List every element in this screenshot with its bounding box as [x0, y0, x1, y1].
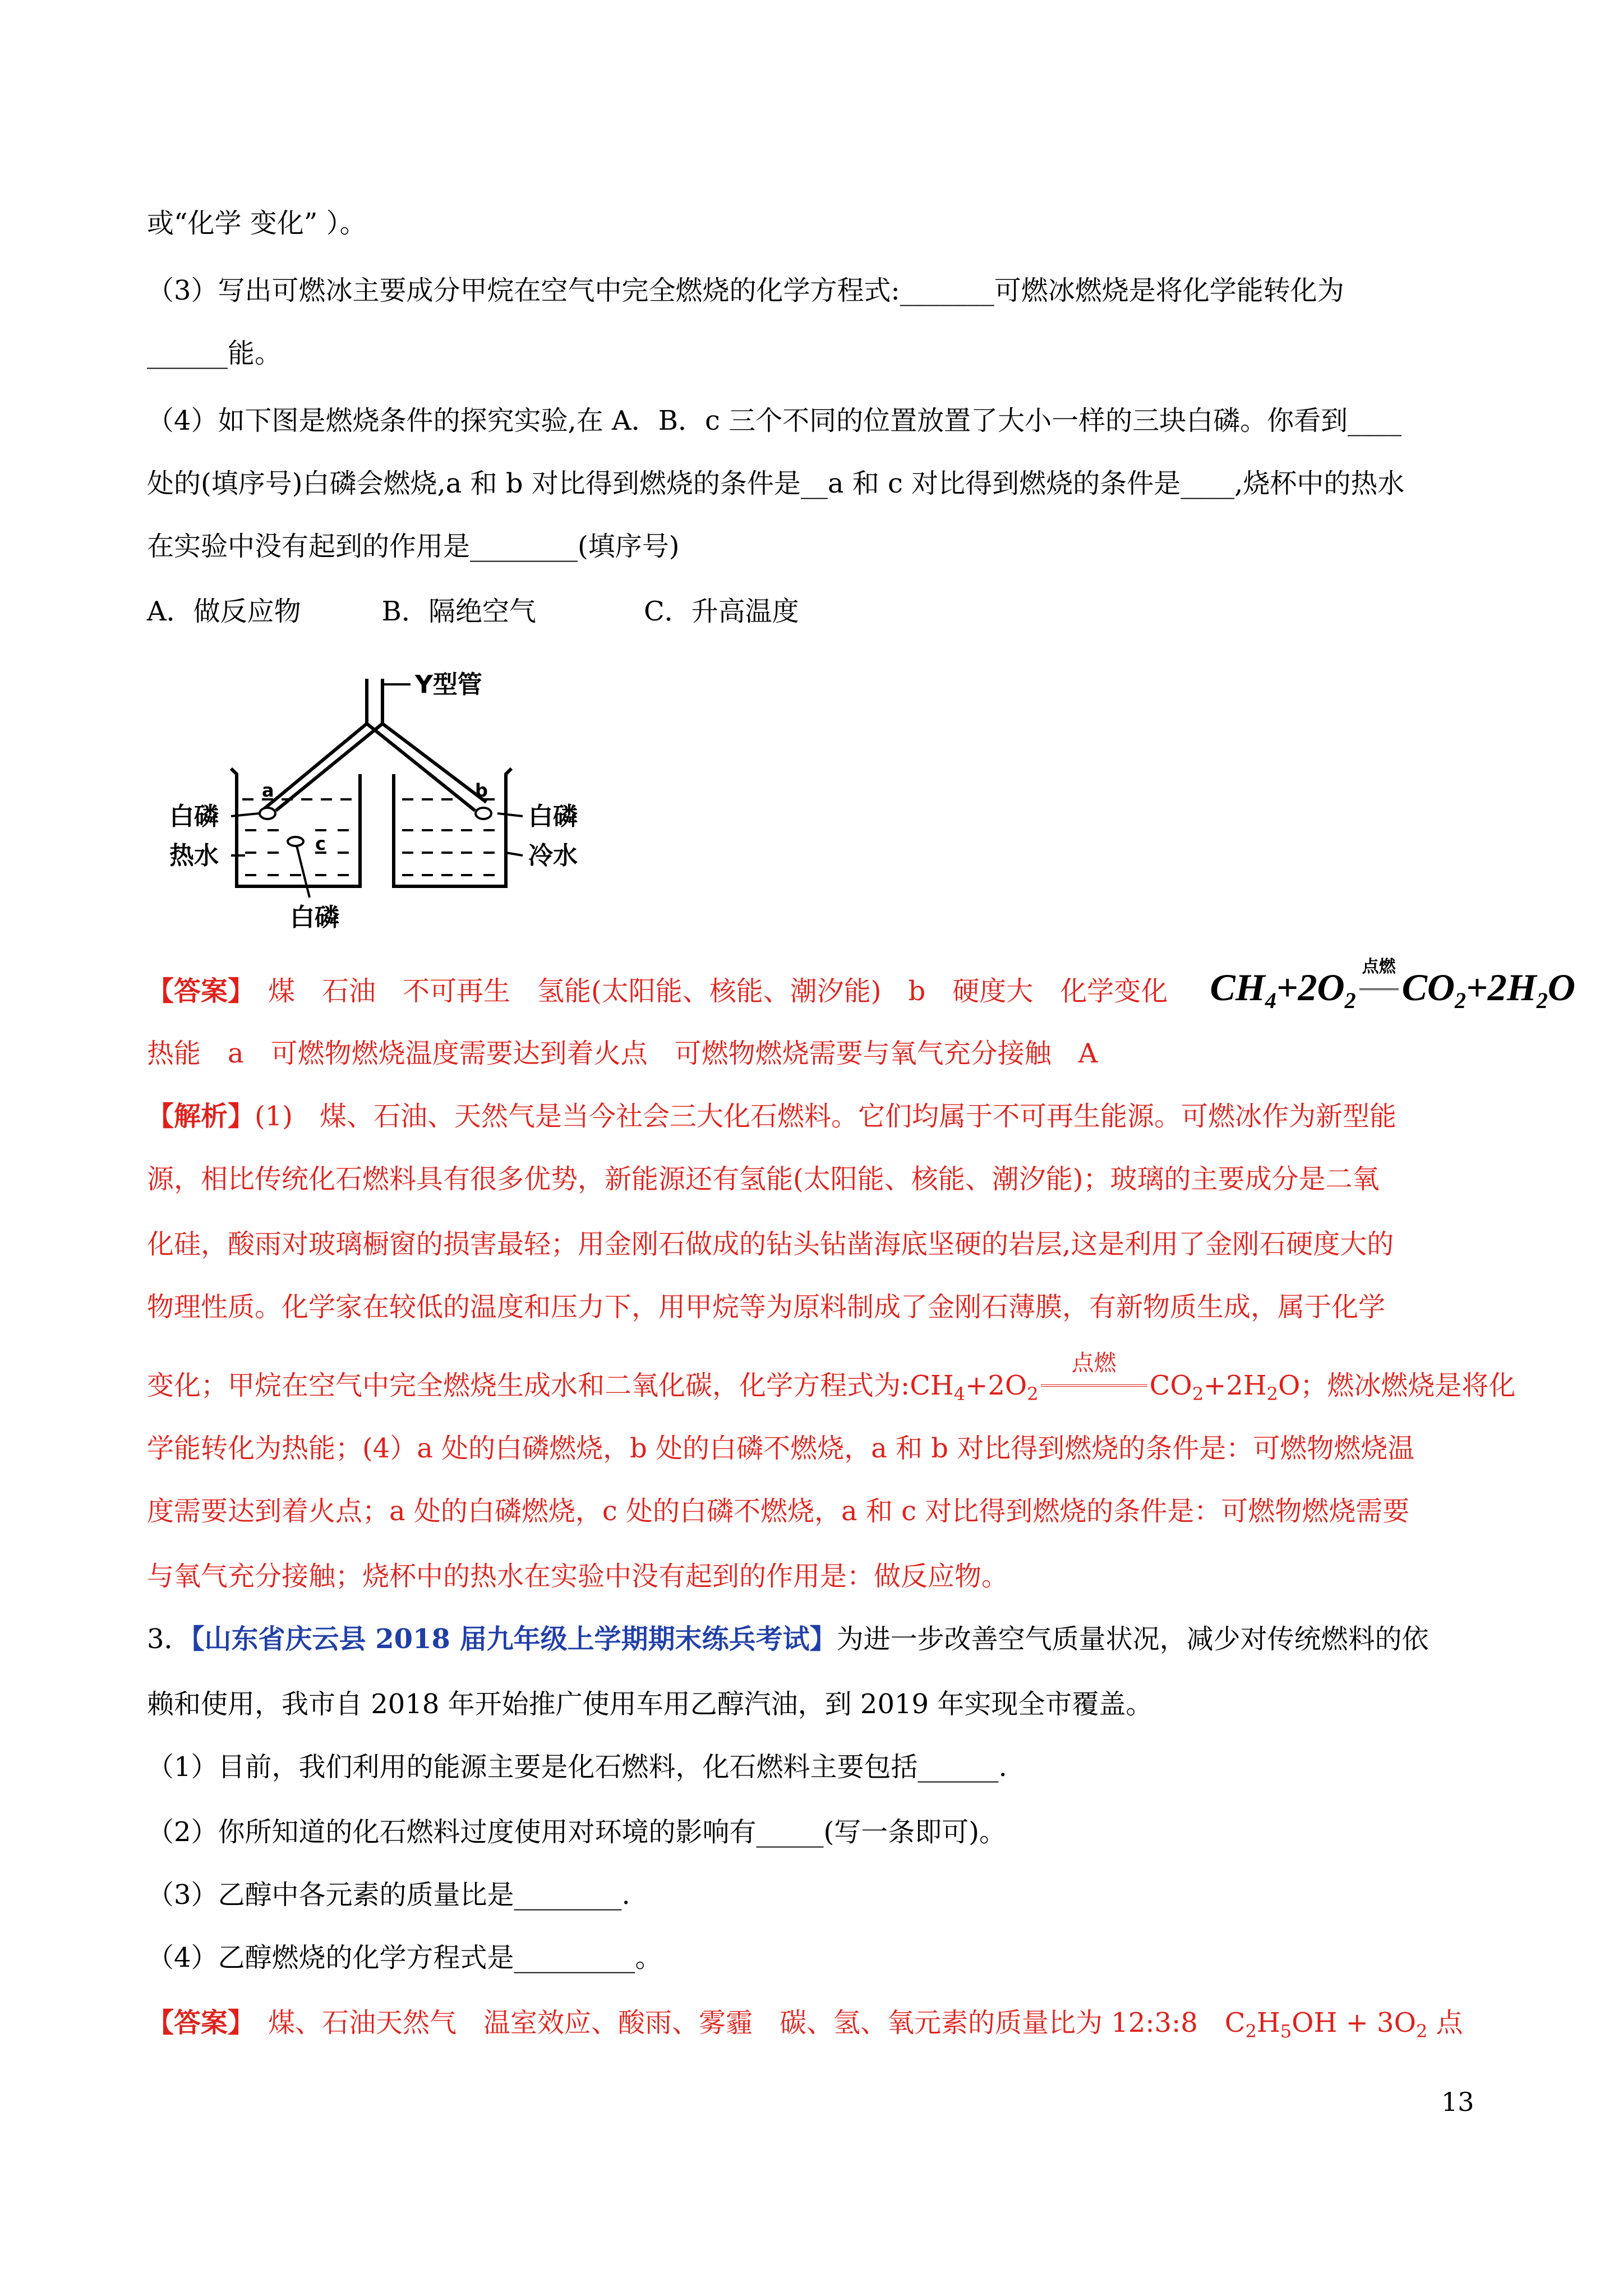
answer-line-2: 热能 a 可燃物燃烧温度需要达到着火点 可燃物燃烧需要与氧气充分接触 A [147, 1038, 1098, 1069]
sub-question-1: （1）目前，我们利用的能源主要是化石燃料，化石燃料主要包括______. [147, 1751, 1007, 1783]
phosphorus-a [260, 808, 275, 819]
analysis-line: 变化；甲烷在空气中完全燃烧生成水和二氧化碳，化学方程式为$:CH_4+2O_2$ 点燃 $CO_2+2H_2O$；燃冰燃烧是将化 [147, 1350, 1516, 1405]
answer-line [147, 958, 1575, 1018]
sub-question-4: （4）乙醇燃烧的化学方程式是_________。 [147, 1942, 662, 1973]
analysis-line: 【解析】(1) 煤、石油、天然气是当今社会三大化石燃料。它们均属于不可再生能源。可燃冰作为新型能 [147, 1101, 1397, 1132]
label-a: a [262, 780, 274, 801]
answer-text: 煤 石油 不可再生 氢能(太阳能、核能、潮汐能) b 硬度大 化学变化 [241, 976, 1168, 1007]
phosphorus-b [476, 808, 491, 819]
question-3-intro: 赖和使用，我市自 2018 年开始推广使用车用乙醇汽油，到 2019 年实现全市覆盖。 [147, 1688, 1153, 1720]
right-phosphorus-label: 白磷 [528, 802, 578, 831]
sub-question-3: （3）乙醇中各元素的质量比是________. [147, 1879, 630, 1911]
cold-water-label: 冷水 [528, 841, 578, 870]
sub-question-2: （2）你所知道的化石燃料过度使用对环境的影响有_____(写一条即可)。 [147, 1816, 1006, 1848]
y-tube-label: Y型管 [415, 670, 482, 699]
text-line: 或“化学 变化” ）。 [147, 208, 367, 239]
label-c: c [315, 833, 326, 854]
analysis-tag: 【解析】 [147, 1101, 255, 1132]
analysis-line: 化硅，酸雨对玻璃橱窗的损害最轻；用金刚石做成的钻头钻凿海底坚硬的岩层,这是利用了金刚石硬度大的 [147, 1228, 1394, 1260]
hot-water-label: 热水 [169, 841, 219, 870]
experiment-diagram [147, 662, 601, 942]
question-3-line: （3）写出可燃冰主要成分甲烷在空气中完全燃烧的化学方程式:_______可燃冰燃烧是将化学能转化为 [147, 275, 1344, 306]
page-number: 13 [1441, 2087, 1474, 2117]
analysis-line: 与氧气充分接触；烧杯中的热水在实验中没有起到的作用是：做反应物。 [147, 1561, 1009, 1592]
phosphorus-c [288, 837, 303, 846]
question-source: 【山东省庆云县 2018 届九年级上学期期末练兵考试】 [191, 1623, 837, 1655]
question-4-line: （4）如下图是燃烧条件的探究实验,在 A．B．c 三个不同的位置放置了大小一样的三块白磷。你看到____ [147, 405, 1402, 436]
options-line: A．做反应物 B．隔绝空气 C．升高温度 [147, 596, 799, 627]
text-line: ______能。 [147, 338, 282, 369]
left-phosphorus-label: 白磷 [169, 802, 219, 831]
question-3-header: 3．【山东省庆云县 2018 届九年级上学期期末练兵考试】为进一步改善空气质量状况，减少对传统燃料的依 [147, 1623, 1429, 1655]
answer-tag: 【答案】 [147, 976, 242, 1007]
bottom-phosphorus-label: 白磷 [290, 903, 339, 932]
analysis-line: 度需要达到着火点；a 处的白磷燃烧，c 处的白磷不燃烧，a 和 c 对比得到燃烧的条件是：可燃物燃烧需要 [147, 1496, 1410, 1527]
answer-3-line: 【答案】 煤、石油天然气 温室效应、酸雨、雾霾 碳、氢、氧元素的质量比为 12:3:8 $C_2H_5OH + 3O_2$ 点 [147, 2007, 1463, 2042]
answer-tag: 【答案】 [147, 2007, 242, 2039]
text-line: 在实验中没有起到的作用是________(填序号) [147, 531, 680, 562]
text-line: 处的(填序号)白磷会燃烧,a 和 b 对比得到燃烧的条件是__a 和 c 对比得到燃烧的条件是____,烧杯中的热水 [147, 468, 1405, 499]
label-b: b [475, 780, 488, 801]
analysis-line: 学能转化为热能；(4）a 处的白磷燃烧，b 处的白磷不燃烧，a 和 b 对比得到燃烧的条件是：可燃物燃烧温 [147, 1433, 1415, 1464]
analysis-line: 源，相比传统化石燃料具有很多优势，新能源还有氢能(太阳能、核能、潮汐能)；玻璃的主要成分是二氧 [147, 1163, 1380, 1195]
methane-equation: $CH_4+2O_2$ 点燃 $CO_2+2H_2O$ [1210, 958, 1575, 1013]
analysis-line: 物理性质。化学家在较低的温度和压力下，用甲烷等为原料制成了金刚石薄膜，有新物质生成，属于化学 [147, 1291, 1386, 1323]
